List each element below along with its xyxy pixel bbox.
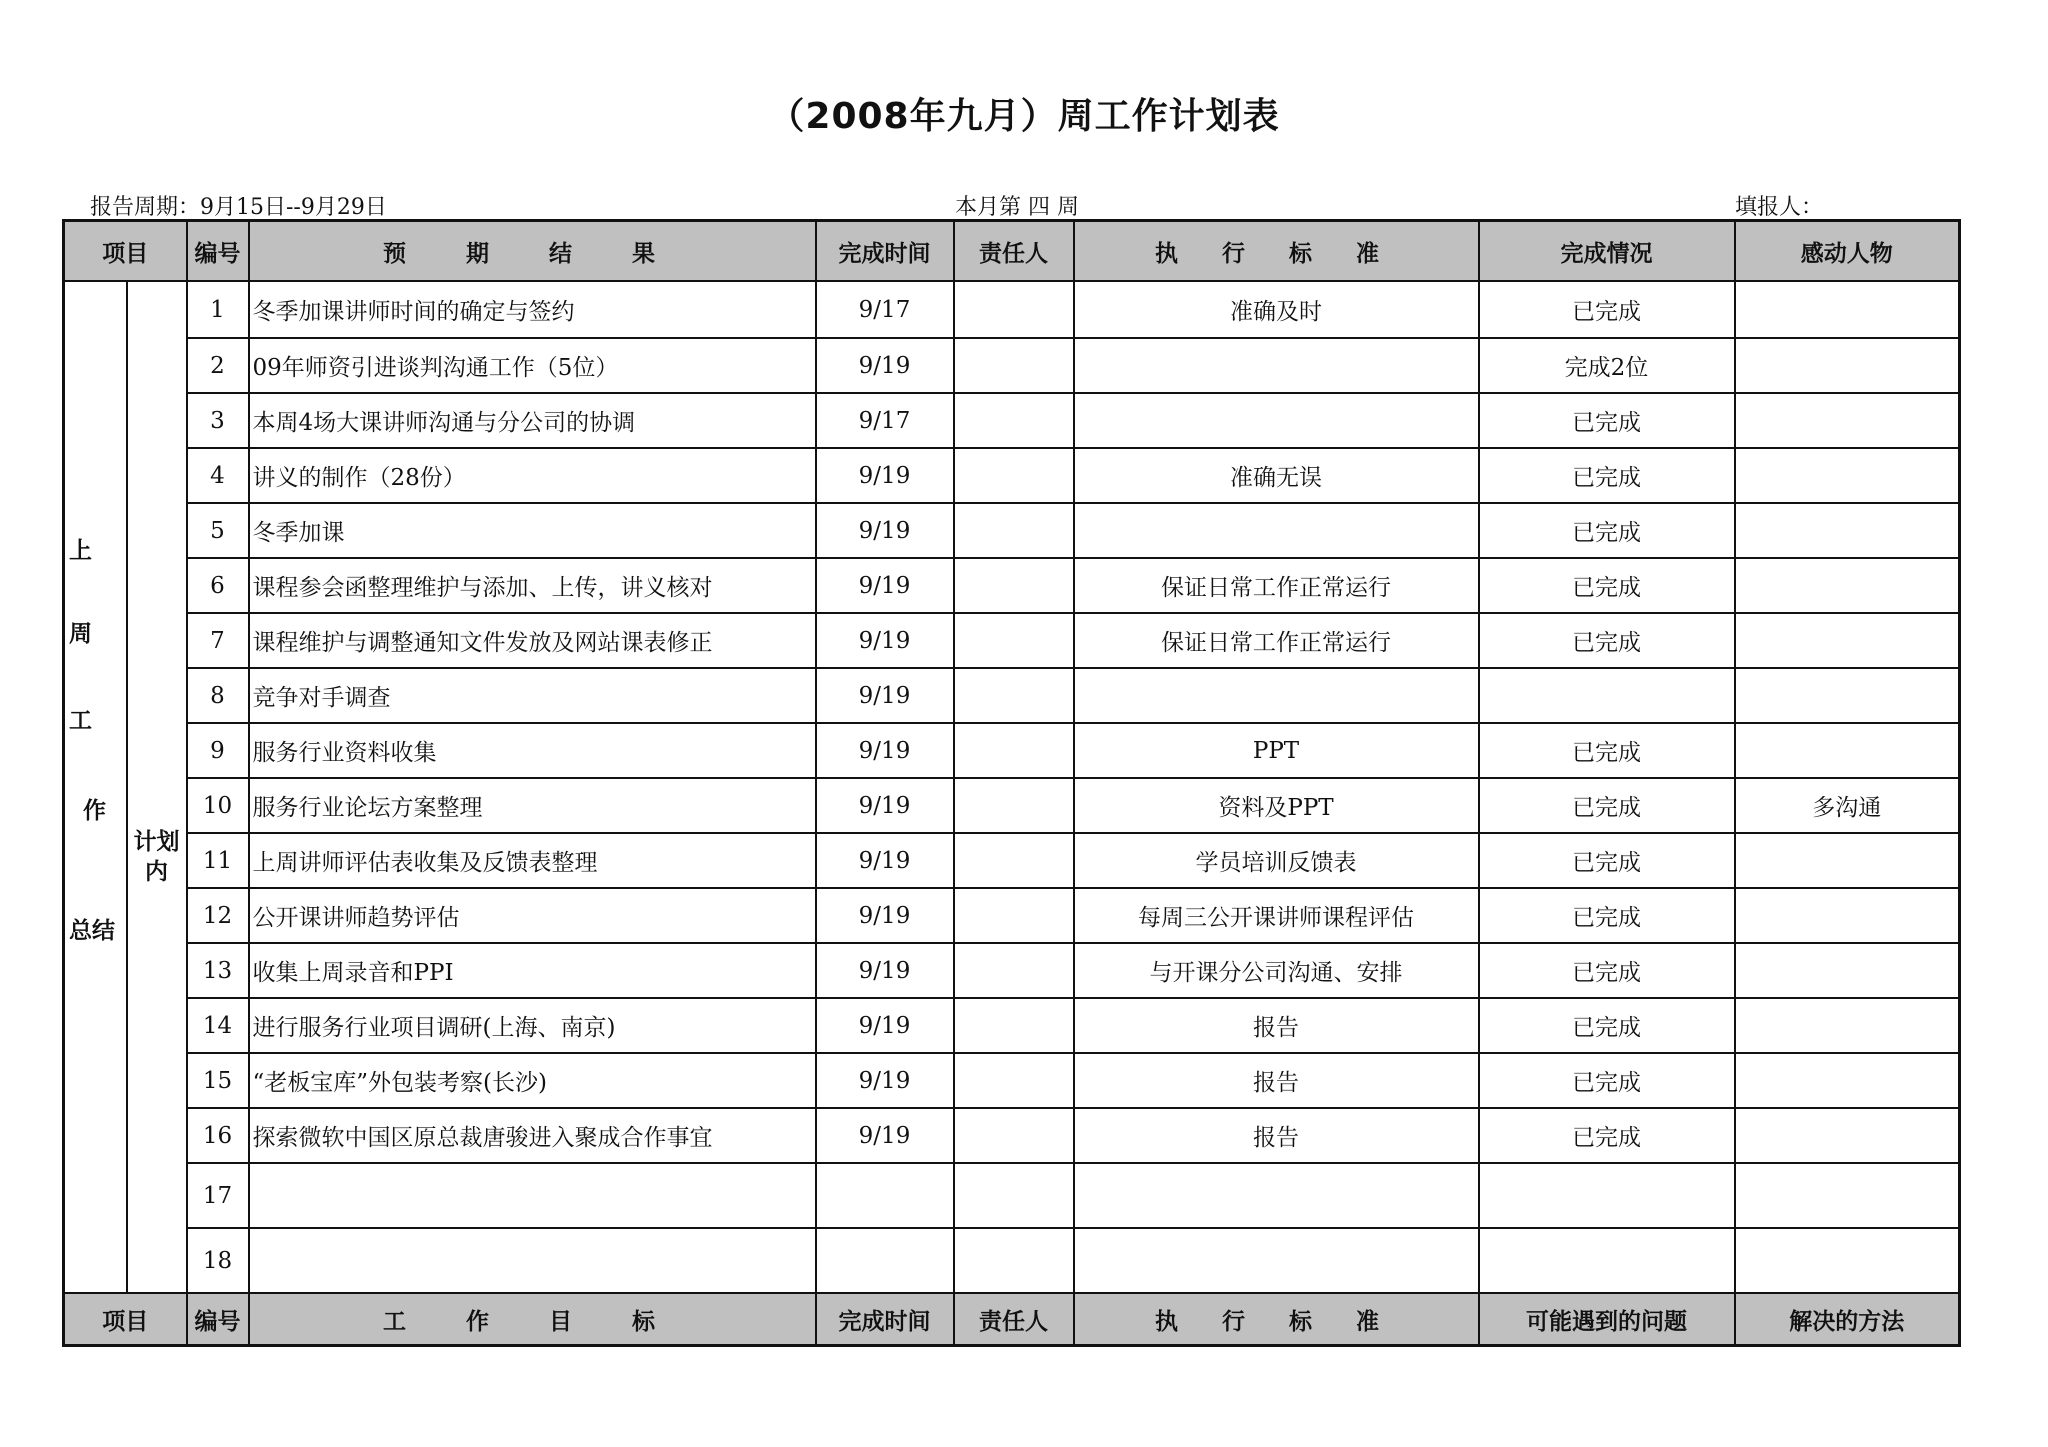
section-label-char: 上 — [69, 538, 92, 564]
row-number: 9 — [187, 723, 249, 778]
row-people — [1735, 998, 1960, 1053]
row-people — [1735, 723, 1960, 778]
row-expected-result — [249, 1163, 816, 1228]
row-completion-time: 9/19 — [816, 778, 954, 833]
row-completion-time: 9/19 — [816, 613, 954, 668]
row-owner — [954, 1108, 1074, 1163]
row-number: 1 — [187, 281, 249, 338]
row-completion-time: 9/19 — [816, 503, 954, 558]
table-row — [64, 281, 1960, 338]
row-completion-time: 9/17 — [816, 281, 954, 338]
table-row — [64, 723, 1960, 778]
header2-completion-time: 完成时间 — [816, 1293, 954, 1346]
header2-problems: 可能遇到的问题 — [1479, 1293, 1735, 1346]
row-expected-result: 进行服务行业项目调研(上海、南京) — [249, 998, 816, 1053]
table-row — [64, 668, 1960, 723]
row-number: 7 — [187, 613, 249, 668]
section-label-char: 周 — [69, 621, 92, 647]
row-people — [1735, 833, 1960, 888]
section-label-char: 总结 — [69, 918, 115, 944]
row-number: 11 — [187, 833, 249, 888]
next-week-header — [64, 1293, 1960, 1346]
header-completion-time: 完成时间 — [816, 221, 954, 282]
row-owner — [954, 833, 1074, 888]
table-row — [64, 1108, 1960, 1163]
row-standard — [1074, 1228, 1479, 1293]
row-owner — [954, 1053, 1074, 1108]
row-completion-time — [816, 1163, 954, 1228]
row-owner — [954, 1163, 1074, 1228]
row-completion-time: 9/19 — [816, 723, 954, 778]
row-number: 13 — [187, 943, 249, 998]
row-expected-result: 服务行业资料收集 — [249, 723, 816, 778]
section-label-char: 作 — [83, 798, 106, 824]
row-status — [1479, 668, 1735, 723]
row-status: 已完成 — [1479, 998, 1735, 1053]
row-completion-time: 9/19 — [816, 558, 954, 613]
row-expected-result: 竞争对手调查 — [249, 668, 816, 723]
row-number: 6 — [187, 558, 249, 613]
weekly-plan-table — [62, 219, 1961, 1347]
row-number: 16 — [187, 1108, 249, 1163]
row-completion-time: 9/19 — [816, 998, 954, 1053]
row-status: 已完成 — [1479, 613, 1735, 668]
row-number: 4 — [187, 448, 249, 503]
table-row — [64, 888, 1960, 943]
table-row — [64, 1163, 1960, 1228]
row-owner — [954, 613, 1074, 668]
table-row — [64, 998, 1960, 1053]
row-owner — [954, 668, 1074, 723]
row-people — [1735, 393, 1960, 448]
table-row — [64, 778, 1960, 833]
table-row — [64, 1053, 1960, 1108]
row-standard — [1074, 503, 1479, 558]
row-number: 14 — [187, 998, 249, 1053]
row-number: 18 — [187, 1228, 249, 1293]
header2-goal: 工 作 目 标 — [249, 1293, 816, 1346]
header-expected-result: 预 期 结 果 — [249, 221, 816, 282]
row-owner — [954, 723, 1074, 778]
row-owner — [954, 558, 1074, 613]
section-label-in-plan — [127, 281, 187, 1293]
row-people — [1735, 281, 1960, 338]
table-row — [64, 943, 1960, 998]
table-row — [64, 1228, 1960, 1293]
header-number: 编号 — [187, 221, 249, 282]
row-status: 完成2位 — [1479, 338, 1735, 393]
header2-owner: 责任人 — [954, 1293, 1074, 1346]
row-status: 已完成 — [1479, 833, 1735, 888]
report-period: 报告周期：9月15日--9月29日 — [90, 195, 387, 220]
row-standard — [1074, 393, 1479, 448]
row-standard: 报告 — [1074, 1108, 1479, 1163]
table-row — [64, 338, 1960, 393]
row-people — [1735, 668, 1960, 723]
row-number: 5 — [187, 503, 249, 558]
row-status: 已完成 — [1479, 778, 1735, 833]
header-project: 项目 — [64, 221, 187, 282]
row-owner — [954, 503, 1074, 558]
reporter-label: 填报人： — [1735, 195, 1824, 220]
row-people — [1735, 558, 1960, 613]
row-expected-result: 探索微软中国区原总裁唐骏进入聚成合作事宜 — [249, 1108, 816, 1163]
row-people — [1735, 1053, 1960, 1108]
row-status — [1479, 1163, 1735, 1228]
section-label-char: 工 — [69, 708, 92, 734]
row-people — [1735, 1163, 1960, 1228]
row-number: 15 — [187, 1053, 249, 1108]
row-status: 已完成 — [1479, 558, 1735, 613]
row-people — [1735, 448, 1960, 503]
row-expected-result: 冬季加课 — [249, 503, 816, 558]
row-expected-result: 收集上周录音和PPI — [249, 943, 816, 998]
row-people: 多沟通 — [1735, 778, 1960, 833]
row-number: 8 — [187, 668, 249, 723]
row-people — [1735, 613, 1960, 668]
row-completion-time: 9/19 — [816, 943, 954, 998]
row-status: 已完成 — [1479, 393, 1735, 448]
row-number: 17 — [187, 1163, 249, 1228]
row-completion-time: 9/19 — [816, 833, 954, 888]
row-expected-result: 课程参会函整理维护与添加、上传，讲义核对 — [249, 558, 816, 613]
row-owner — [954, 338, 1074, 393]
row-people — [1735, 338, 1960, 393]
row-owner — [954, 448, 1074, 503]
row-owner — [954, 1228, 1074, 1293]
row-expected-result: 服务行业论坛方案整理 — [249, 778, 816, 833]
row-status: 已完成 — [1479, 281, 1735, 338]
row-completion-time: 9/19 — [816, 668, 954, 723]
row-completion-time: 9/19 — [816, 448, 954, 503]
week-of-month: 本月第 四 周 — [955, 195, 1079, 220]
row-standard: 准确及时 — [1074, 281, 1479, 338]
row-completion-time: 9/19 — [816, 338, 954, 393]
row-standard: 与开课分公司沟通、安排 — [1074, 943, 1479, 998]
row-status — [1479, 1228, 1735, 1293]
table-row — [64, 613, 1960, 668]
row-owner — [954, 281, 1074, 338]
row-standard: 每周三公开课讲师课程评估 — [1074, 888, 1479, 943]
row-people — [1735, 503, 1960, 558]
row-completion-time: 9/19 — [816, 1108, 954, 1163]
row-owner — [954, 998, 1074, 1053]
row-people — [1735, 1228, 1960, 1293]
row-people — [1735, 943, 1960, 998]
row-expected-result: 09年师资引进谈判沟通工作（5位） — [249, 338, 816, 393]
row-status: 已完成 — [1479, 943, 1735, 998]
row-standard: 学员培训反馈表 — [1074, 833, 1479, 888]
row-status: 已完成 — [1479, 1053, 1735, 1108]
row-expected-result: 讲义的制作（28份） — [249, 448, 816, 503]
row-standard: 保证日常工作正常运行 — [1074, 558, 1479, 613]
row-owner — [954, 778, 1074, 833]
row-expected-result: 本周4场大课讲师沟通与分公司的协调 — [249, 393, 816, 448]
row-number: 3 — [187, 393, 249, 448]
table-row — [64, 833, 1960, 888]
row-expected-result: 课程维护与调整通知文件发放及网站课表修正 — [249, 613, 816, 668]
row-owner — [954, 393, 1074, 448]
row-owner — [954, 888, 1074, 943]
row-expected-result: 公开课讲师趋势评估 — [249, 888, 816, 943]
row-status: 已完成 — [1479, 723, 1735, 778]
row-number: 12 — [187, 888, 249, 943]
row-standard — [1074, 668, 1479, 723]
row-status: 已完成 — [1479, 888, 1735, 943]
row-standard — [1074, 338, 1479, 393]
header-status: 完成情况 — [1479, 221, 1735, 282]
section-label-last-week-summary — [64, 281, 127, 1293]
row-expected-result — [249, 1228, 816, 1293]
row-status: 已完成 — [1479, 1108, 1735, 1163]
row-standard: 资料及PPT — [1074, 778, 1479, 833]
header2-solutions: 解决的方法 — [1735, 1293, 1960, 1346]
table-header — [64, 221, 1960, 282]
in-plan-line-1: 计划 — [133, 829, 180, 855]
page-title: （2008年九月）周工作计划表 — [768, 96, 1280, 137]
row-status: 已完成 — [1479, 448, 1735, 503]
row-status: 已完成 — [1479, 503, 1735, 558]
table-row — [64, 448, 1960, 503]
table-row — [64, 503, 1960, 558]
row-people — [1735, 1108, 1960, 1163]
row-standard: 报告 — [1074, 1053, 1479, 1108]
row-standard: 准确无误 — [1074, 448, 1479, 503]
table-row — [64, 393, 1960, 448]
header2-standard: 执 行 标 准 — [1074, 1293, 1479, 1346]
row-owner — [954, 943, 1074, 998]
table-row — [64, 558, 1960, 613]
row-standard — [1074, 1163, 1479, 1228]
row-people — [1735, 888, 1960, 943]
row-standard: 保证日常工作正常运行 — [1074, 613, 1479, 668]
header2-number: 编号 — [187, 1293, 249, 1346]
row-number: 10 — [187, 778, 249, 833]
row-expected-result: 冬季加课讲师时间的确定与签约 — [249, 281, 816, 338]
row-completion-time: 9/19 — [816, 888, 954, 943]
header2-project: 项目 — [64, 1293, 187, 1346]
header-people: 感动人物 — [1735, 221, 1960, 282]
row-expected-result: 上周讲师评估表收集及反馈表整理 — [249, 833, 816, 888]
row-expected-result: “老板宝库”外包装考察(长沙) — [249, 1053, 816, 1108]
in-plan-line-2: 内 — [145, 859, 168, 885]
row-standard: PPT — [1074, 723, 1479, 778]
header-standard: 执 行 标 准 — [1074, 221, 1479, 282]
row-number: 2 — [187, 338, 249, 393]
row-completion-time — [816, 1228, 954, 1293]
row-completion-time: 9/17 — [816, 393, 954, 448]
row-completion-time: 9/19 — [816, 1053, 954, 1108]
header-owner: 责任人 — [954, 221, 1074, 282]
row-standard: 报告 — [1074, 998, 1479, 1053]
